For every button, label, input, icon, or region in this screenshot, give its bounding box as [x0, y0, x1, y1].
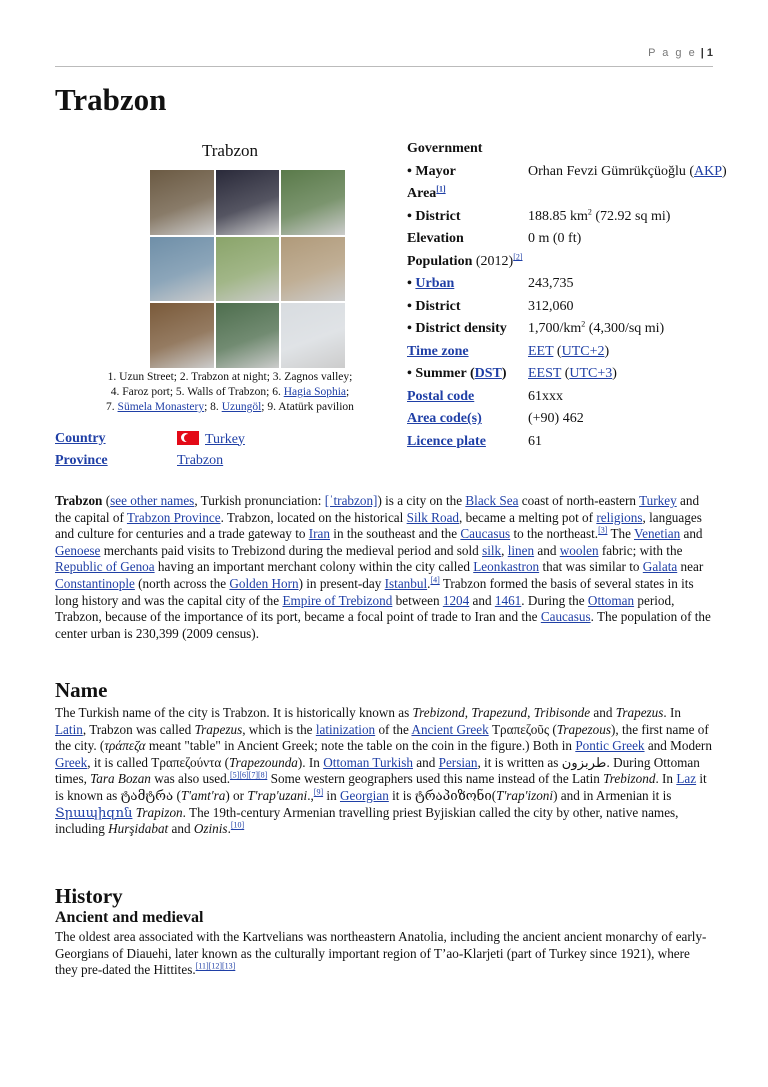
ataturk-pavilion-photo [281, 303, 345, 368]
pontic-greek-link[interactable]: Pontic Greek [575, 738, 645, 754]
district-sup: 2 [587, 207, 592, 217]
sumela-monastery-link[interactable]: Sümela Monastery [117, 401, 205, 413]
mayor-row [407, 161, 763, 184]
t: τράπεζα [104, 738, 146, 754]
urban-value: 243,735 [528, 276, 574, 292]
t: T'rap'uzani [247, 787, 308, 803]
republic-of-genoa-link[interactable]: Republic of Genoa [55, 559, 155, 575]
area-row [407, 183, 763, 206]
summer-value: EEST (UTC+3) [528, 366, 617, 382]
caption-line-2 [75, 385, 385, 400]
photo-caption [75, 370, 385, 415]
t: Τραπεζοῦς ( [488, 721, 557, 737]
uzun-street-photo [150, 170, 214, 235]
t: Trapezous [556, 721, 611, 737]
t: The [607, 526, 635, 542]
ref-link[interactable]: [9] [313, 787, 324, 797]
postal-row [407, 386, 763, 409]
laz-link[interactable]: Laz [676, 771, 697, 787]
district-label: • District [407, 208, 461, 224]
population-text: Population [407, 253, 473, 269]
faroz-port-photo [150, 237, 214, 302]
caucasus-link[interactable]: Caucasus [460, 526, 511, 542]
urban-row [407, 273, 763, 296]
ref-link[interactable]: [3] [598, 525, 608, 535]
ottoman-turkish-link[interactable]: Ottoman Turkish [323, 754, 413, 770]
t: Trabzon [55, 493, 103, 508]
t: Trapezund [471, 705, 528, 720]
government-label: Government [407, 141, 483, 157]
caption-text: ; 9. Atatürk pavilion [261, 401, 354, 413]
eet-link[interactable]: EET [528, 343, 554, 359]
t: it is ტრაპიზონი( [388, 787, 497, 803]
utc2-link[interactable]: UTC+2 [561, 343, 605, 359]
district-mi: (72.92 sq mi) [591, 208, 671, 224]
district-km: 188.85 km [528, 208, 588, 224]
pop-district-value: 312,060 [528, 298, 574, 314]
population-year: (2012) [472, 253, 514, 269]
t: and [590, 705, 616, 720]
ref-link[interactable]: [11][12][13] [195, 961, 236, 971]
name-paragraph [55, 705, 715, 838]
t: , it is written as طربزون. During Ottoman times, [55, 754, 700, 787]
population-row [407, 251, 763, 274]
sumela-monastery-photo [150, 303, 214, 368]
caucasus-link[interactable]: Caucasus [540, 609, 591, 625]
georgian-link[interactable]: Georgian [339, 787, 389, 803]
year-1461-link[interactable]: 1461 [494, 592, 522, 608]
zagnos-valley-photo [281, 170, 345, 235]
caption-line-1: 1. Uzun Street; 2. Trabzon at night; 3. Zagnos valley; [107, 371, 353, 383]
postal-code-link[interactable]: Postal code [407, 388, 475, 404]
t: . During the [521, 592, 588, 608]
t: (north across the [134, 575, 230, 591]
t: . Trabzon, located on the historical [220, 509, 407, 525]
istanbul-link[interactable]: Istanbul [384, 575, 428, 591]
pop-district-label: • District [407, 298, 461, 314]
t: merchants paid visits to Trebizond during the medieval period and sold [100, 542, 483, 558]
t: ( [102, 493, 111, 508]
t: and the capital of [55, 493, 700, 525]
postal-value: 61xxx [528, 388, 563, 404]
t: coast of north-eastern [518, 493, 640, 508]
ref-link[interactable]: [4] [430, 575, 440, 585]
linen-link[interactable]: linen [507, 542, 535, 558]
licence-value: 61 [528, 433, 542, 449]
t: and [412, 754, 439, 770]
year-1204-link[interactable]: 1204 [442, 592, 470, 608]
licence-row [407, 431, 763, 454]
t: T'rap'izoni [496, 787, 554, 803]
t: and [168, 821, 194, 837]
ref-link[interactable]: [10] [230, 820, 245, 830]
summer-row [407, 363, 763, 386]
greek-link[interactable]: Greek [55, 754, 88, 770]
empire-of-trebizond-link[interactable]: Empire of Trebizond [282, 592, 393, 608]
history-heading: History [55, 884, 123, 908]
uzungol-photo [216, 303, 280, 368]
areacode-value: (+90) 462 [528, 411, 584, 427]
ref-link[interactable]: [5][6][7][8] [230, 770, 268, 780]
t: fabric; with the [598, 542, 683, 558]
hagia-sophia-photo [281, 237, 345, 302]
t: , [527, 705, 534, 720]
t: meant "table" in Ancient Greek; note the table on the coin in the figure.) Both in [145, 738, 576, 754]
t: , became a melting pot of [459, 509, 597, 525]
turkey-flag-icon [177, 431, 199, 445]
intro-paragraph [55, 493, 715, 642]
country-link[interactable]: Country [55, 431, 106, 446]
silk-road-link[interactable]: Silk Road [406, 509, 460, 525]
area-text: Area [407, 186, 437, 202]
t: . [227, 821, 231, 837]
elevation-label: Elevation [407, 231, 464, 247]
caption-text: ; 8. [204, 401, 222, 413]
t: and [534, 542, 560, 558]
armenian-name-link[interactable]: Տրապիզոն [55, 804, 133, 820]
page-title: Trabzon [55, 82, 167, 117]
t: Trebizond [412, 705, 465, 720]
leonkastron-link[interactable]: Leonkastron [473, 559, 540, 575]
silk-link[interactable]: silk [482, 542, 502, 558]
density-sup: 2 [581, 319, 586, 329]
urban-bullet: • [407, 276, 416, 292]
latinization-link[interactable]: latinization [315, 721, 376, 737]
caption-text: ; [346, 386, 350, 398]
t: The Turkish name of the city is Trabzon. It is historically known as [55, 705, 413, 720]
density-value [528, 321, 664, 337]
density-label: • District density [407, 321, 507, 337]
summer-label [407, 366, 528, 382]
country-value [177, 431, 245, 448]
elevation-row [407, 228, 763, 251]
t: . In [663, 705, 681, 720]
history-paragraph [55, 929, 715, 979]
uzungol-link[interactable]: Uzungöl [221, 401, 262, 413]
density-mi: (4,300/sq mi) [585, 321, 665, 337]
genoese-link[interactable]: Genoese [55, 542, 101, 558]
t: Trapizon [135, 804, 183, 820]
t: having an important merchant colony within the city called [154, 559, 474, 575]
mayor-close: ) [722, 163, 727, 179]
page-header [0, 47, 713, 59]
t: Trabzon formed the basis of several states in its long history and was the capital city of the [55, 575, 694, 608]
licence-plate-link[interactable]: Licence plate [407, 433, 486, 449]
turkey-link[interactable]: Turkey [205, 431, 245, 447]
galata-link[interactable]: Galata [642, 559, 678, 575]
area-ref-link[interactable]: [1] [436, 184, 446, 194]
woolen-link[interactable]: woolen [559, 542, 599, 558]
t: ) in present-day [298, 575, 385, 591]
density-km: 1,700/km [528, 321, 582, 337]
t: to the northeast. [510, 526, 599, 542]
t: near [677, 559, 704, 575]
t: it is known as ტამტრა ( [55, 771, 707, 803]
page-label: P a g e [648, 47, 697, 59]
t: ). In [297, 754, 324, 770]
t: . In [655, 771, 677, 787]
t: Tara Bozan [90, 771, 151, 787]
areacode-row [407, 408, 763, 431]
mayor-name: Orhan Fevzi Gümrükçüoğlu ( [528, 163, 695, 179]
ancient-greek-link[interactable]: Ancient Greek [411, 721, 489, 737]
eest-link[interactable]: EEST [528, 366, 562, 382]
black-sea-link[interactable]: Black Sea [465, 493, 519, 508]
page-number: | 1 [700, 47, 713, 59]
persian-link[interactable]: Persian [438, 754, 478, 770]
mayor-value [528, 164, 727, 180]
golden-horn-link[interactable]: Golden Horn [229, 575, 299, 591]
t: , Turkish pronunciation: [194, 493, 325, 508]
infobox [407, 138, 763, 453]
t: ) and in Armenian it is [553, 787, 672, 803]
district-value [528, 209, 670, 225]
t: period, Trabzon, because of the importance of its port, became a focal point of trade to Iran and the [55, 592, 675, 625]
t: and [680, 526, 703, 542]
t: and [469, 592, 495, 608]
population-label [407, 254, 523, 270]
t: , [464, 705, 472, 720]
t: Trebizond [603, 771, 656, 787]
t: ., [307, 787, 314, 803]
timezone-row [407, 341, 763, 364]
dst-link[interactable]: DST [474, 366, 502, 382]
timezone-link[interactable]: Time zone [407, 343, 469, 359]
province-row [55, 450, 395, 472]
location-rows [55, 428, 395, 472]
population-ref-link[interactable]: [2] [513, 252, 523, 262]
t: Trapezus [194, 721, 243, 737]
t: The oldest area associated with the Kartvelians was northeastern Anatolia, including the ancient ancient monarchy of early-Georgians of Diauehi, later known as the culturally important region of T’ao-Klarjeti (part of Turkey since 1921), where they pre-dated the Hittites. [55, 929, 707, 978]
constantinople-link[interactable]: Constantinople [55, 575, 135, 591]
t: of the [375, 721, 412, 737]
t: Trapezus [615, 705, 664, 720]
t: ), the first name of the city. ( [55, 721, 709, 754]
religions-link[interactable]: religions [596, 509, 643, 525]
t: . The 19th-century Armenian travelling priest Byjiskian called the city by other, native names, including [55, 804, 679, 837]
t: . [427, 575, 431, 591]
photo-montage [150, 170, 345, 368]
mayor-label: • Mayor [407, 163, 456, 179]
caption-text: 4. Faroz port; 5. Walls of Trabzon; 6. [110, 386, 284, 398]
t: and Modern [644, 738, 712, 754]
t: Ozinis [193, 821, 228, 837]
venetian-link[interactable]: Venetian [634, 526, 681, 542]
iran-link[interactable]: Iran [308, 526, 330, 542]
t: Trapezounda [229, 754, 298, 770]
t: , it is called Τραπεζούντα ( [87, 754, 230, 770]
ottoman-link[interactable]: Ottoman [587, 592, 635, 608]
ancient-medieval-heading: Ancient and medieval [55, 909, 204, 926]
summer-text: • Summer ( [407, 366, 475, 382]
t: , [501, 542, 508, 558]
pronunciation-link[interactable]: [ˈtrabzon] [324, 493, 378, 508]
summer-close: ) [501, 366, 507, 382]
country-row [55, 428, 395, 450]
t: Hurşidabat [108, 821, 169, 837]
timezone-value: EET (UTC+2) [528, 343, 610, 359]
caption-text: 7. [106, 401, 118, 413]
density-row [407, 318, 763, 341]
name-heading: Name [55, 678, 108, 702]
trabzon-province-link[interactable]: Trabzon [177, 453, 224, 468]
hagia-sophia-link[interactable]: Hagia Sophia [283, 386, 347, 398]
akp-link[interactable]: AKP [694, 163, 723, 179]
t: Tribisonde [533, 705, 591, 720]
trabzon-night-photo [216, 170, 280, 235]
t: Some western geographers used this name instead of the Latin [267, 771, 604, 787]
latin-link[interactable]: Latin [55, 721, 83, 737]
province-link[interactable]: Province [55, 453, 108, 468]
t: ) or [225, 787, 248, 803]
t: that was similar to [539, 559, 643, 575]
t: . The population of the center urban is 230,399 (2009 census). [55, 609, 711, 641]
see-other-names-link[interactable]: see other names [110, 493, 195, 508]
t: ) is a city on the [377, 493, 466, 508]
t: between [392, 592, 443, 608]
district-area-row [407, 206, 763, 229]
t: , languages and culture for centuries and a trade gateway to [55, 509, 702, 542]
pop-district-row [407, 296, 763, 319]
utc3-link[interactable]: UTC+3 [569, 366, 613, 382]
area-label [407, 186, 446, 202]
t: , Trabzon was called [82, 721, 195, 737]
caption-line-3 [75, 400, 385, 415]
t: in [323, 787, 340, 803]
walls-of-trabzon-photo [216, 237, 280, 302]
government-row [407, 138, 763, 161]
t: , which is the [242, 721, 316, 737]
image-title: Trabzon [201, 141, 259, 160]
area-code-link[interactable]: Area code(s) [407, 411, 482, 427]
urban-label [407, 276, 528, 292]
urban-link[interactable]: Urban [415, 276, 455, 292]
t: in the southeast and the [329, 526, 461, 542]
header-divider [55, 66, 713, 67]
t: was also used. [150, 771, 231, 787]
trabzon-province-link[interactable]: Trabzon Province [126, 509, 221, 525]
t: T'amt'ra [180, 787, 226, 803]
elevation-value: 0 m (0 ft) [528, 231, 582, 247]
turkey-link[interactable]: Turkey [639, 493, 677, 508]
